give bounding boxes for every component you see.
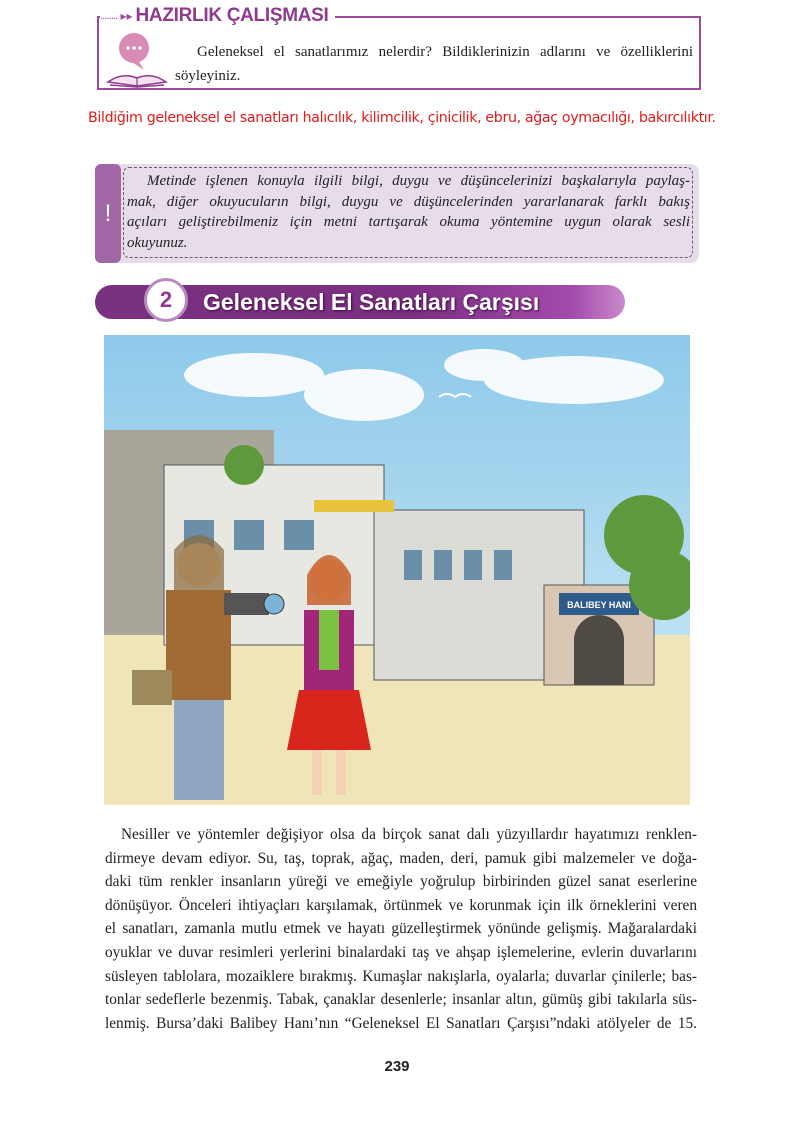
handwritten-answer: Bildiğim geleneksel el sanatları halıcılık, kilimcilik, çinicilik, ebru, ağaç oymacılığı, bakırcılıktır. <box>88 110 716 126</box>
preparation-title: HAZIRLIK ÇALIŞMASI <box>135 5 329 26</box>
preparation-header <box>100 4 335 28</box>
body-line: oyuklar ve duvar resimleri yerlerini binalardaki taş ve ahşap işlemelerine, evlerin duvarlarını <box>105 943 697 961</box>
speech-bubble-book-icon <box>104 30 170 88</box>
dots-decoration: ........ <box>100 10 118 22</box>
note-line: okuyunuz. <box>127 234 188 251</box>
body-line: lenmiş. Bursa’daki Balibey Hanı’nın “Geleneksel El Sanatları Çarşısı”ndaki atölyeler de 15. <box>105 1014 697 1032</box>
body-line: el sanatları, zamanla mutlu etmek ve hayatı güzelleştirmek yönünde gelişmiş. Mağaralardaki <box>105 920 697 938</box>
body-line: dirmeye devam ediyor. Su, taş, toprak, ağaç, maden, deri, pamuk gibi malzemeler ve doğa- <box>105 849 697 867</box>
reading-note-text <box>127 171 690 253</box>
bazaar-illustration <box>104 335 690 805</box>
body-line: süsleyen tablolara, mozaiklere bırakmış. Kumaşlar nakışlarla, oyalarla; duvarlar çinilerle; bas- <box>105 967 697 985</box>
gate-arch <box>574 615 624 685</box>
body-paragraph <box>105 823 697 1035</box>
section-number: 2 <box>144 278 188 322</box>
question-line: Geleneksel el sanatlarımız nelerdir? Bildiklerinizin adlarını ve özelliklerini <box>197 44 693 60</box>
page-number: 239 <box>384 1058 410 1075</box>
preparation-question <box>175 40 693 88</box>
section-title: Geleneksel El Sanatları Çarşısı <box>203 289 540 315</box>
double-arrow-icon: ▸▸ <box>120 9 133 23</box>
note-line: Metinde işlenen konuyla ilgili bilgi, duygu ve düşüncelerinizi başkalarıyla paylaş- <box>147 173 690 189</box>
exclamation-icon: ! <box>95 164 121 263</box>
note-line: mak, diğer okuyucuların bilgi, duygu ve düşüncelerinden yararlanarak farklı bakış <box>127 193 690 210</box>
question-line: söyleyiniz. <box>175 68 241 84</box>
note-line: açıları geliştirebilmeniz için metni tartışarak okuma yöntemine uygun olarak sesli <box>127 214 690 230</box>
awning <box>314 500 394 512</box>
body-line: daki tüm renkler insanların yüreği ve emeğiyle yoğrulup birbirinden güzel sanat eserlerine <box>105 873 697 891</box>
body-line: dönüşüyor. Önceleri ihtiyaçları karşılamak, örtünmek ve korunmak için ilk örneklerini veren <box>105 896 697 914</box>
sign-text: BALIBEY HANI <box>567 600 631 610</box>
body-line: tonlar sedeflerle bezenmiş. Tabak, çanaklar desenlerle; insanlar altın, gümüş gibi takılarla süs- <box>105 991 697 1009</box>
body-line: Nesiller ve yöntemler değişiyor olsa da birçok sanat dalı yüzyıllardır hayatımızı renklen- <box>121 826 697 843</box>
